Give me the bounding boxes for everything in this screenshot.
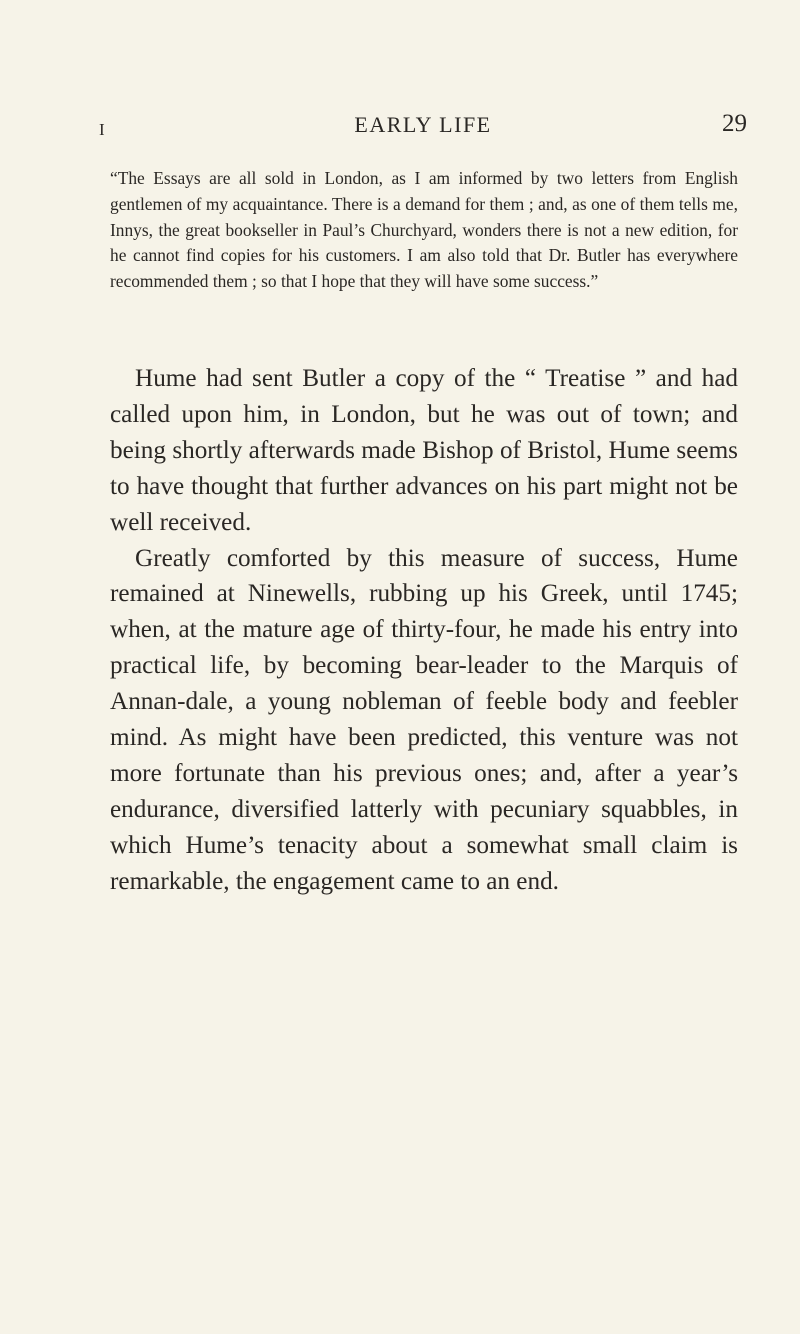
paragraph: Greatly comforted by this measure of success, Hume remained at Ninewells, rubbing up his Greek, until 1745; when, at the mature age of thirty-four, he made his entry into practical life, by becoming bear-leader to the Marquis of Annan-dale, a young nobleman of feeble body and feebler mind. As might have been predicted, this venture was not more fortunate than his previous ones; and, after a year’s endurance, diversified latterly with pecuniary squabbles, in which Hume’s tenacity about a somewhat small claim is remarkable, the engagement came to an end.: [110, 544, 738, 895]
page-number: 29: [722, 110, 747, 137]
page-header: [99, 112, 747, 142]
block-quote: “The Essays are all sold in London, as I am informed by two letters from English gentlemen of my acquaintance. There is a demand for them ; and, as one of them tells me, Innys, the great bookseller in Paul’s Churchyard, wonders there is not a new edition, for he cannot find copies for his customers. I am also told that Dr. Butler has everywhere recommended them ; so that I hope that they will have some success.”: [110, 168, 738, 292]
paragraph: Hume had sent Butler a copy of the “ Treatise ” and had called upon him, in London, but he was out of town; and being shortly afterwards made Bishop of Bristol, Hume seems to have thought that further advances on his part might not be well received.: [110, 365, 738, 536]
body-text: [110, 361, 738, 900]
running-head: EARLY LIFE: [354, 112, 492, 137]
chapter-number: I: [99, 120, 106, 139]
